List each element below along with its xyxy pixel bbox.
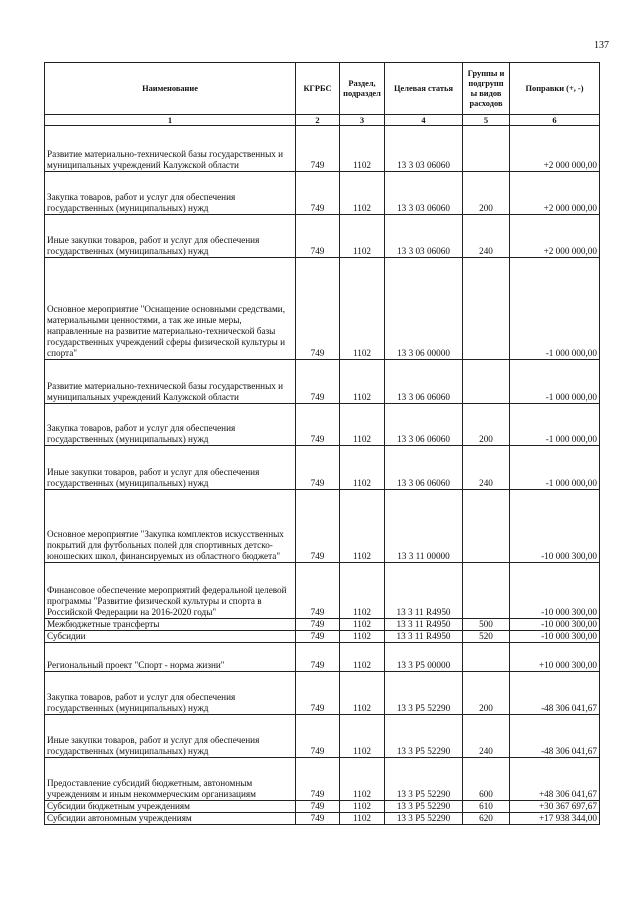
header-razdel: Раздел, подраздел	[340, 63, 385, 115]
row-name: Финансовое обеспечение мероприятий федеральной целевой программы "Развитие физической культуры и спорта в Российской Федерации на 2016-2020 годы"	[45, 563, 296, 619]
table-row	[45, 643, 600, 672]
row-expense-group	[463, 563, 510, 619]
row-razdel: 1102	[340, 404, 385, 446]
row-target-article: 13 3 P5 52290	[385, 813, 463, 825]
table-row	[45, 172, 600, 215]
row-amount: -10 000 300,00	[510, 563, 600, 619]
row-name: Субсидии автономным учреждениям	[45, 813, 296, 825]
column-number: 6	[510, 115, 600, 126]
row-target-article: 13 3 11 00000	[385, 490, 463, 563]
row-razdel: 1102	[340, 643, 385, 672]
row-expense-group: 200	[463, 172, 510, 215]
table-row	[45, 126, 600, 172]
row-amount: +48 306 041,67	[510, 758, 600, 801]
row-expense-group: 240	[463, 215, 510, 258]
row-name: Иные закупки товаров, работ и услуг для обеспечения государственных (муниципальных) нужд	[45, 446, 296, 490]
row-kgrbs: 749	[296, 563, 340, 619]
row-amount: +10 000 300,00	[510, 643, 600, 672]
table-row	[45, 631, 600, 643]
row-name: Субсидии бюджетным учреждениям	[45, 801, 296, 813]
row-kgrbs: 749	[296, 446, 340, 490]
row-razdel: 1102	[340, 715, 385, 758]
row-razdel: 1102	[340, 490, 385, 563]
row-target-article: 13 3 11 R4950	[385, 631, 463, 643]
row-name: Основное мероприятие "Оснащение основными средствами, материальными ценностями, а так же иные меры, направленные на развитие материально-технической базы государственных учреждений сферы физической культуры и спорта"	[45, 258, 296, 360]
row-amount: -1 000 000,00	[510, 360, 600, 404]
table-row	[45, 215, 600, 258]
row-razdel: 1102	[340, 619, 385, 631]
row-target-article: 13 3 P5 00000	[385, 643, 463, 672]
row-expense-group	[463, 643, 510, 672]
row-target-article: 13 3 P5 52290	[385, 715, 463, 758]
table-row	[45, 813, 600, 825]
row-kgrbs: 749	[296, 631, 340, 643]
row-amount: +2 000 000,00	[510, 126, 600, 172]
row-razdel: 1102	[340, 813, 385, 825]
column-number: 4	[385, 115, 463, 126]
table-row	[45, 360, 600, 404]
row-expense-group: 240	[463, 446, 510, 490]
row-amount: -1 000 000,00	[510, 258, 600, 360]
row-kgrbs: 749	[296, 813, 340, 825]
row-expense-group	[463, 490, 510, 563]
row-target-article: 13 3 11 R4950	[385, 619, 463, 631]
table-row	[45, 801, 600, 813]
row-expense-group: 600	[463, 758, 510, 801]
row-name: Закупка товаров, работ и услуг для обеспечения государственных (муниципальных) нужд	[45, 404, 296, 446]
row-target-article: 13 3 03 06060	[385, 215, 463, 258]
row-expense-group: 610	[463, 801, 510, 813]
row-amount: +2 000 000,00	[510, 172, 600, 215]
row-name: Межбюджетные трансферты	[45, 619, 296, 631]
row-name: Региональный проект "Спорт - норма жизни"	[45, 643, 296, 672]
row-expense-group	[463, 258, 510, 360]
row-kgrbs: 749	[296, 801, 340, 813]
row-razdel: 1102	[340, 360, 385, 404]
row-kgrbs: 749	[296, 643, 340, 672]
row-target-article: 13 3 11 R4950	[385, 563, 463, 619]
row-target-article: 13 3 06 06060	[385, 360, 463, 404]
row-name: Закупка товаров, работ и услуг для обеспечения государственных (муниципальных) нужд	[45, 672, 296, 715]
row-kgrbs: 749	[296, 758, 340, 801]
table-row	[45, 563, 600, 619]
row-kgrbs: 749	[296, 490, 340, 563]
row-amount: +17 938 344,00	[510, 813, 600, 825]
row-kgrbs: 749	[296, 715, 340, 758]
row-razdel: 1102	[340, 446, 385, 490]
row-amount: -1 000 000,00	[510, 404, 600, 446]
row-name: Субсидии	[45, 631, 296, 643]
row-expense-group: 620	[463, 813, 510, 825]
row-amount: -48 306 041,67	[510, 715, 600, 758]
row-target-article: 13 3 06 06060	[385, 404, 463, 446]
row-razdel: 1102	[340, 215, 385, 258]
row-kgrbs: 749	[296, 360, 340, 404]
row-kgrbs: 749	[296, 126, 340, 172]
row-target-article: 13 3 03 06060	[385, 126, 463, 172]
column-number: 3	[340, 115, 385, 126]
row-name: Развитие материально-технической базы государственных и муниципальных учреждений Калужской области	[45, 360, 296, 404]
row-name: Предоставление субсидий бюджетным, автономным учреждениям и иным некоммерческим организациям	[45, 758, 296, 801]
row-amount: +2 000 000,00	[510, 215, 600, 258]
row-razdel: 1102	[340, 672, 385, 715]
row-name: Иные закупки товаров, работ и услуг для обеспечения государственных (муниципальных) нужд	[45, 215, 296, 258]
row-razdel: 1102	[340, 631, 385, 643]
header-groups: Группы и подгрупп ы видов расходов	[463, 63, 510, 115]
row-name: Закупка товаров, работ и услуг для обеспечения государственных (муниципальных) нужд	[45, 172, 296, 215]
column-number: 2	[296, 115, 340, 126]
budget-amendments-table	[44, 62, 600, 825]
row-kgrbs: 749	[296, 619, 340, 631]
row-razdel: 1102	[340, 126, 385, 172]
table-row	[45, 758, 600, 801]
row-amount: -1 000 000,00	[510, 446, 600, 490]
row-kgrbs: 749	[296, 258, 340, 360]
table-row	[45, 619, 600, 631]
row-name: Основное мероприятие "Закупка комплектов искусственных покрытий для футбольных полей для спортивных детско-юношеских школ, финансируемых из областного бюджета"	[45, 490, 296, 563]
row-expense-group: 200	[463, 404, 510, 446]
row-amount: -10 000 300,00	[510, 619, 600, 631]
column-number: 5	[463, 115, 510, 126]
row-razdel: 1102	[340, 563, 385, 619]
row-target-article: 13 3 P5 52290	[385, 758, 463, 801]
row-expense-group: 500	[463, 619, 510, 631]
row-target-article: 13 3 06 00000	[385, 258, 463, 360]
row-name: Иные закупки товаров, работ и услуг для обеспечения государственных (муниципальных) нужд	[45, 715, 296, 758]
row-kgrbs: 749	[296, 215, 340, 258]
page-number: 137	[594, 40, 609, 51]
row-amount: +30 367 697,67	[510, 801, 600, 813]
header-kgrbs: КГРБС	[296, 63, 340, 115]
row-kgrbs: 749	[296, 172, 340, 215]
row-razdel: 1102	[340, 801, 385, 813]
row-expense-group: 520	[463, 631, 510, 643]
table-row	[45, 490, 600, 563]
row-expense-group: 240	[463, 715, 510, 758]
row-expense-group: 200	[463, 672, 510, 715]
row-target-article: 13 3 06 06060	[385, 446, 463, 490]
table-row	[45, 258, 600, 360]
row-target-article: 13 3 P5 52290	[385, 801, 463, 813]
row-kgrbs: 749	[296, 672, 340, 715]
row-amount: -48 306 041,67	[510, 672, 600, 715]
column-number: 1	[45, 115, 296, 126]
row-name: Развитие материально-технической базы государственных и муниципальных учреждений Калужской области	[45, 126, 296, 172]
row-expense-group	[463, 126, 510, 172]
row-amount: -10 000 300,00	[510, 631, 600, 643]
row-target-article: 13 3 03 06060	[385, 172, 463, 215]
row-kgrbs: 749	[296, 404, 340, 446]
table-row	[45, 672, 600, 715]
row-target-article: 13 3 P5 52290	[385, 672, 463, 715]
table-row	[45, 404, 600, 446]
table-row	[45, 446, 600, 490]
header-celevaya: Целевая статья	[385, 63, 463, 115]
row-expense-group	[463, 360, 510, 404]
row-amount: -10 000 300,00	[510, 490, 600, 563]
row-razdel: 1102	[340, 258, 385, 360]
header-name: Наименование	[45, 63, 296, 115]
header-popravki: Поправки (+, -)	[510, 63, 600, 115]
row-razdel: 1102	[340, 172, 385, 215]
table-row	[45, 715, 600, 758]
row-razdel: 1102	[340, 758, 385, 801]
